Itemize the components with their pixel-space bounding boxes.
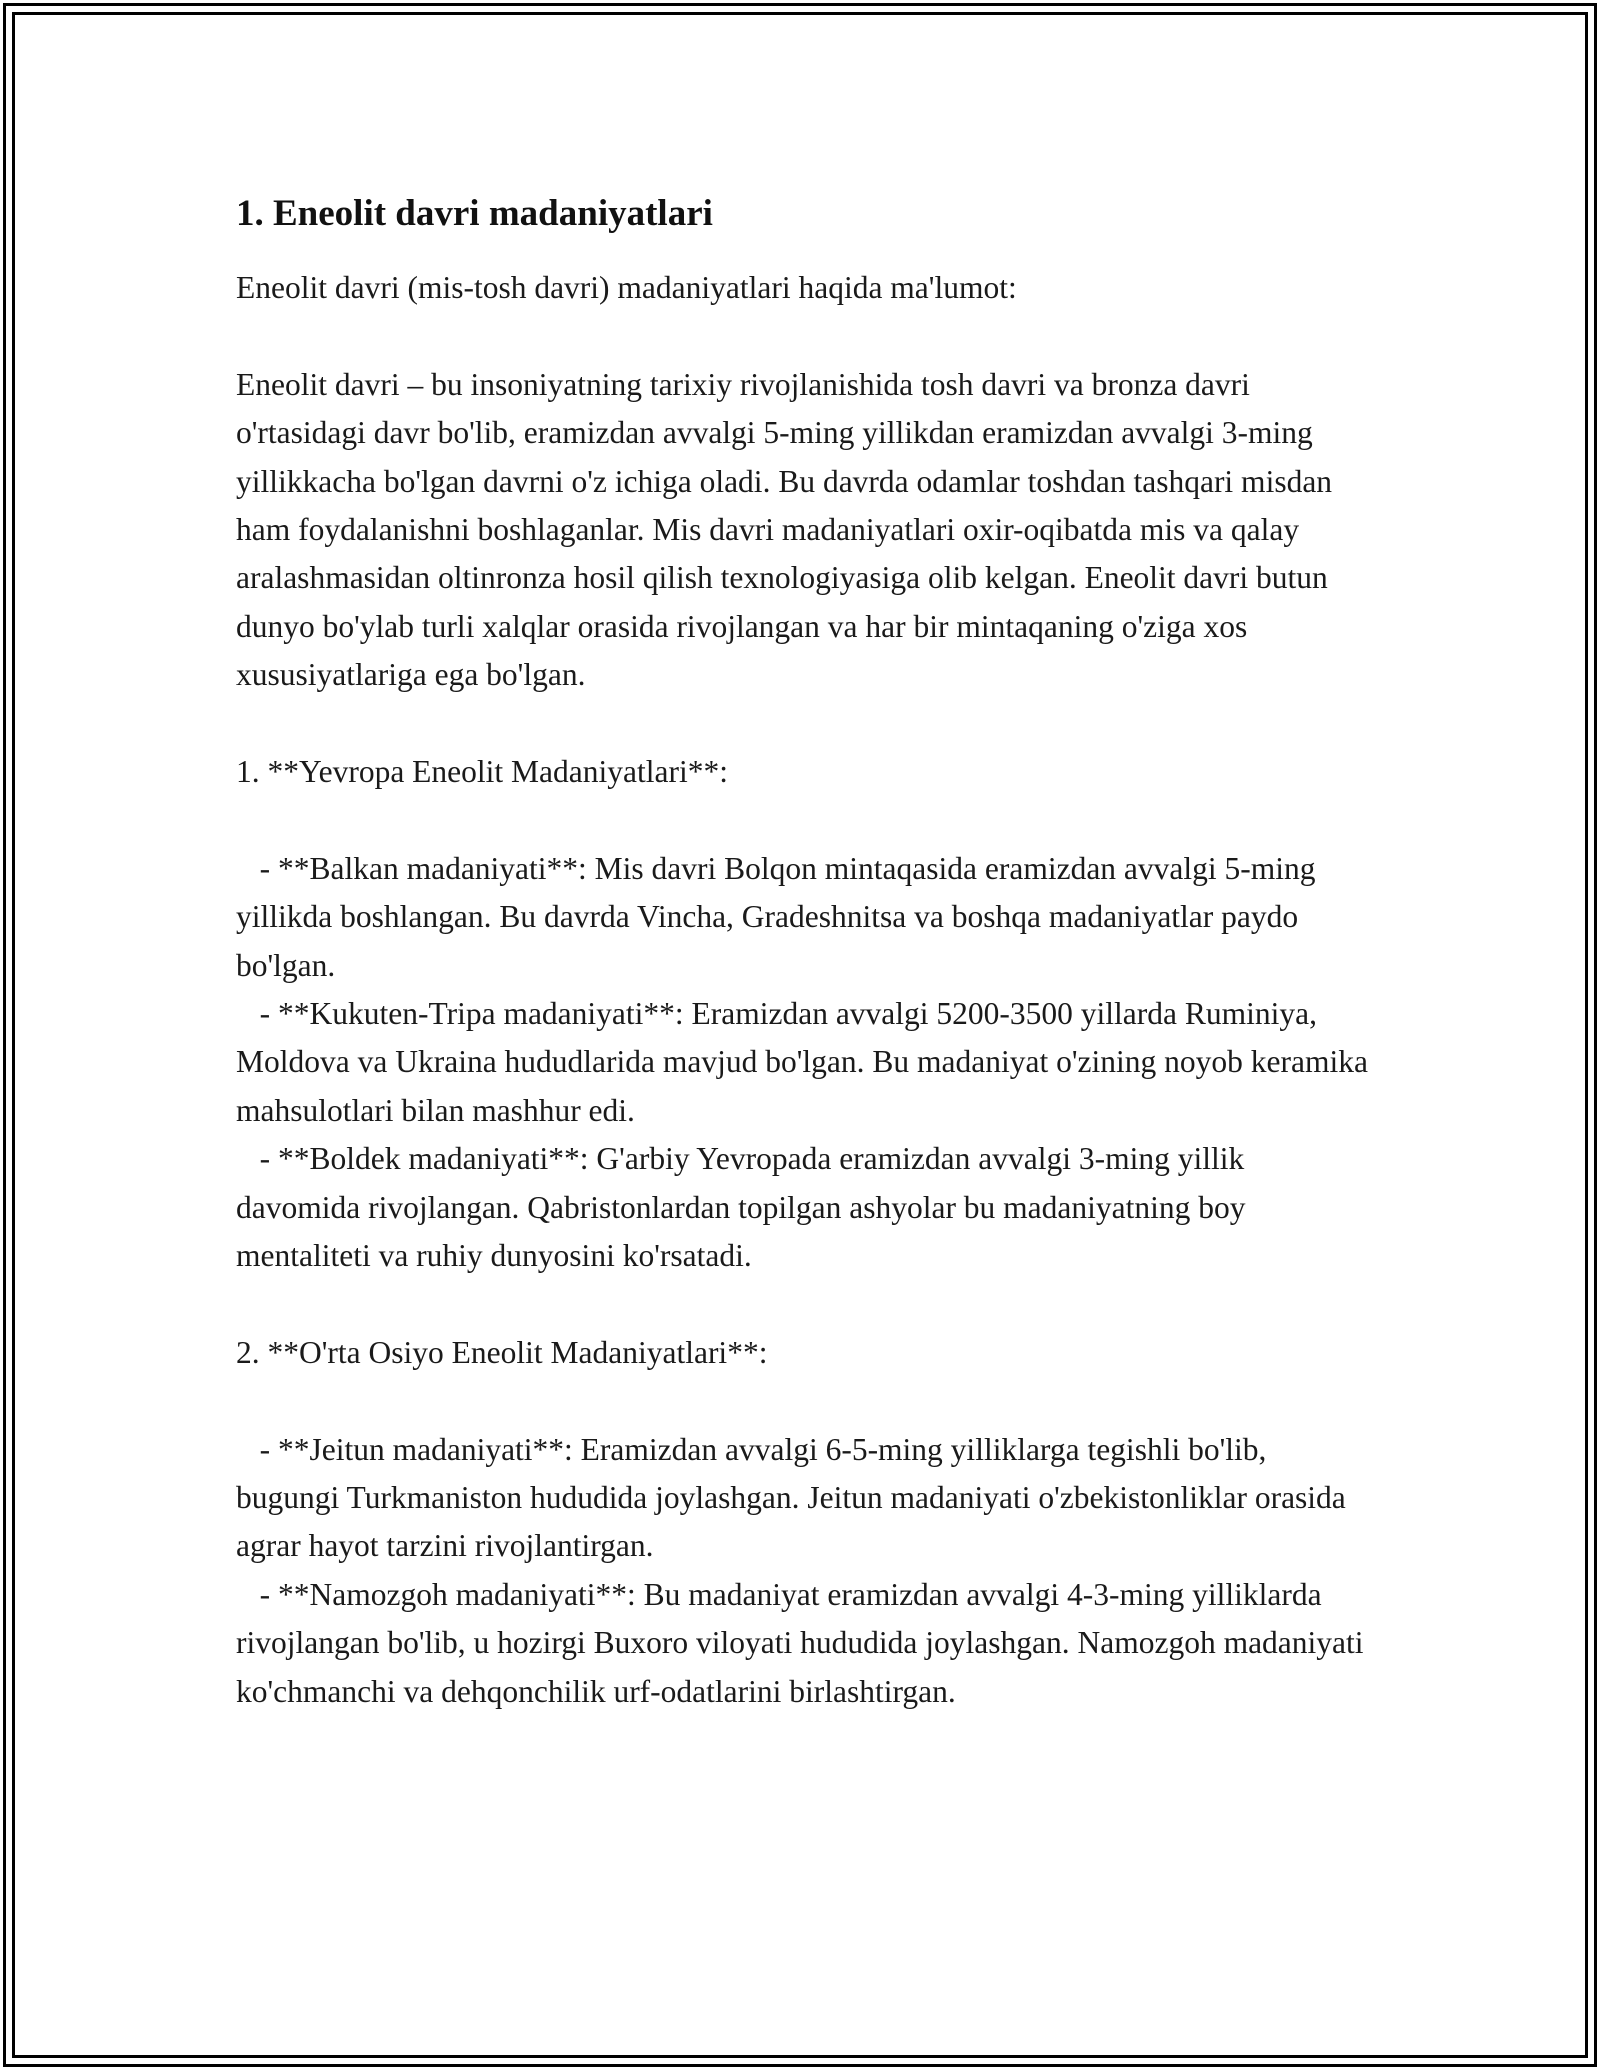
list-item-boldek: - **Boldek madaniyati**: G'arbiy Yevropada eramizdan avvalgi 3-ming yillik davomida rivojlangan. Qabristonlardan topilgan ashyolar bu madaniyatning boy mentaliteti va ruhiy dunyosini ko'rsatadi. — [236, 1141, 1254, 1274]
section-title-europe: 1. **Yevropa Eneolit Madaniyatlari**: — [236, 754, 728, 790]
overview-paragraph: Eneolit davri – bu insoniyatning tarixiy rivojlanishida tosh davri va bronza davri o'rtasidagi davr bo'lib, eramizdan avvalgi 5-ming yillikdan eramizdan avvalgi 3-ming yillikkacha bo'lgan davrni o'z ichiga oladi. Bu davrda odamlar toshdan tashqari misdan ham foydalanishni boshlaganlar. Mis davri madaniyatlari oxir-oqibatda mis va qalay aralashmasidan oltinronza hosil qilish texnologiyasiga olib kelgan. Eneolit davri butun dunyo bo'ylab turli xalqlar orasida rivojlangan va har bir mintaqaning o'ziga xos xususiyatlariga ega bo'lgan. — [236, 366, 1340, 693]
document-heading: 1. Eneolit davri madaniyatlari — [236, 193, 713, 234]
paragraph-gap — [236, 312, 1376, 360]
paragraph-gap — [236, 1280, 1376, 1328]
list-item-namozgoh: - **Namozgoh madaniyati**: Bu madaniyat eramizdan avvalgi 4-3-ming yilliklarda rivojlangan bo'lib, u hozirgi Buxoro viloyati hududida joylashgan. Namozgoh madaniyati ko'chmanchi va dehqonchilik urf-odatlarini birlashtirgan. — [236, 1576, 1372, 1709]
paragraph-gap — [236, 796, 1376, 844]
list-item-balkan: - **Balkan madaniyati**: Mis davri Bolqon mintaqasida eramizdan avvalgi 5-ming yillikda boshlangan. Bu davrda Vincha, Gradeshnitsa va boshqa madaniyatlar paydo bo'lgan. — [236, 850, 1324, 983]
document-body — [236, 180, 1376, 1716]
list-item-jeitun: - **Jeitun madaniyati**: Eramizdan avvalgi 6-5-ming yilliklarga tegishli bo'lib, bugungi Turkmaniston hududida joylashgan. Jeitun madaniyati o'zbekistonliklar orasida agrar hayot tarzini rivojlantirgan. — [236, 1431, 1354, 1564]
list-item-kukuten: - **Kukuten-Tripa madaniyati**: Eramizdan avvalgi 5200-3500 yillarda Ruminiya, Moldova va Ukraina hududlarida mavjud bo'lgan. Bu madaniyat o'zining noyob keramika mahsulotlari bilan mashhur edi. — [236, 996, 1376, 1128]
section-title-central-asia: 2. **O'rta Osiyo Eneolit Madaniyatlari**: — [236, 1334, 768, 1370]
intro-paragraph: Eneolit davri (mis-tosh davri) madaniyatlari haqida ma'lumot: — [236, 270, 1017, 305]
paragraph-gap — [236, 700, 1376, 748]
paragraph-gap — [236, 1377, 1376, 1425]
